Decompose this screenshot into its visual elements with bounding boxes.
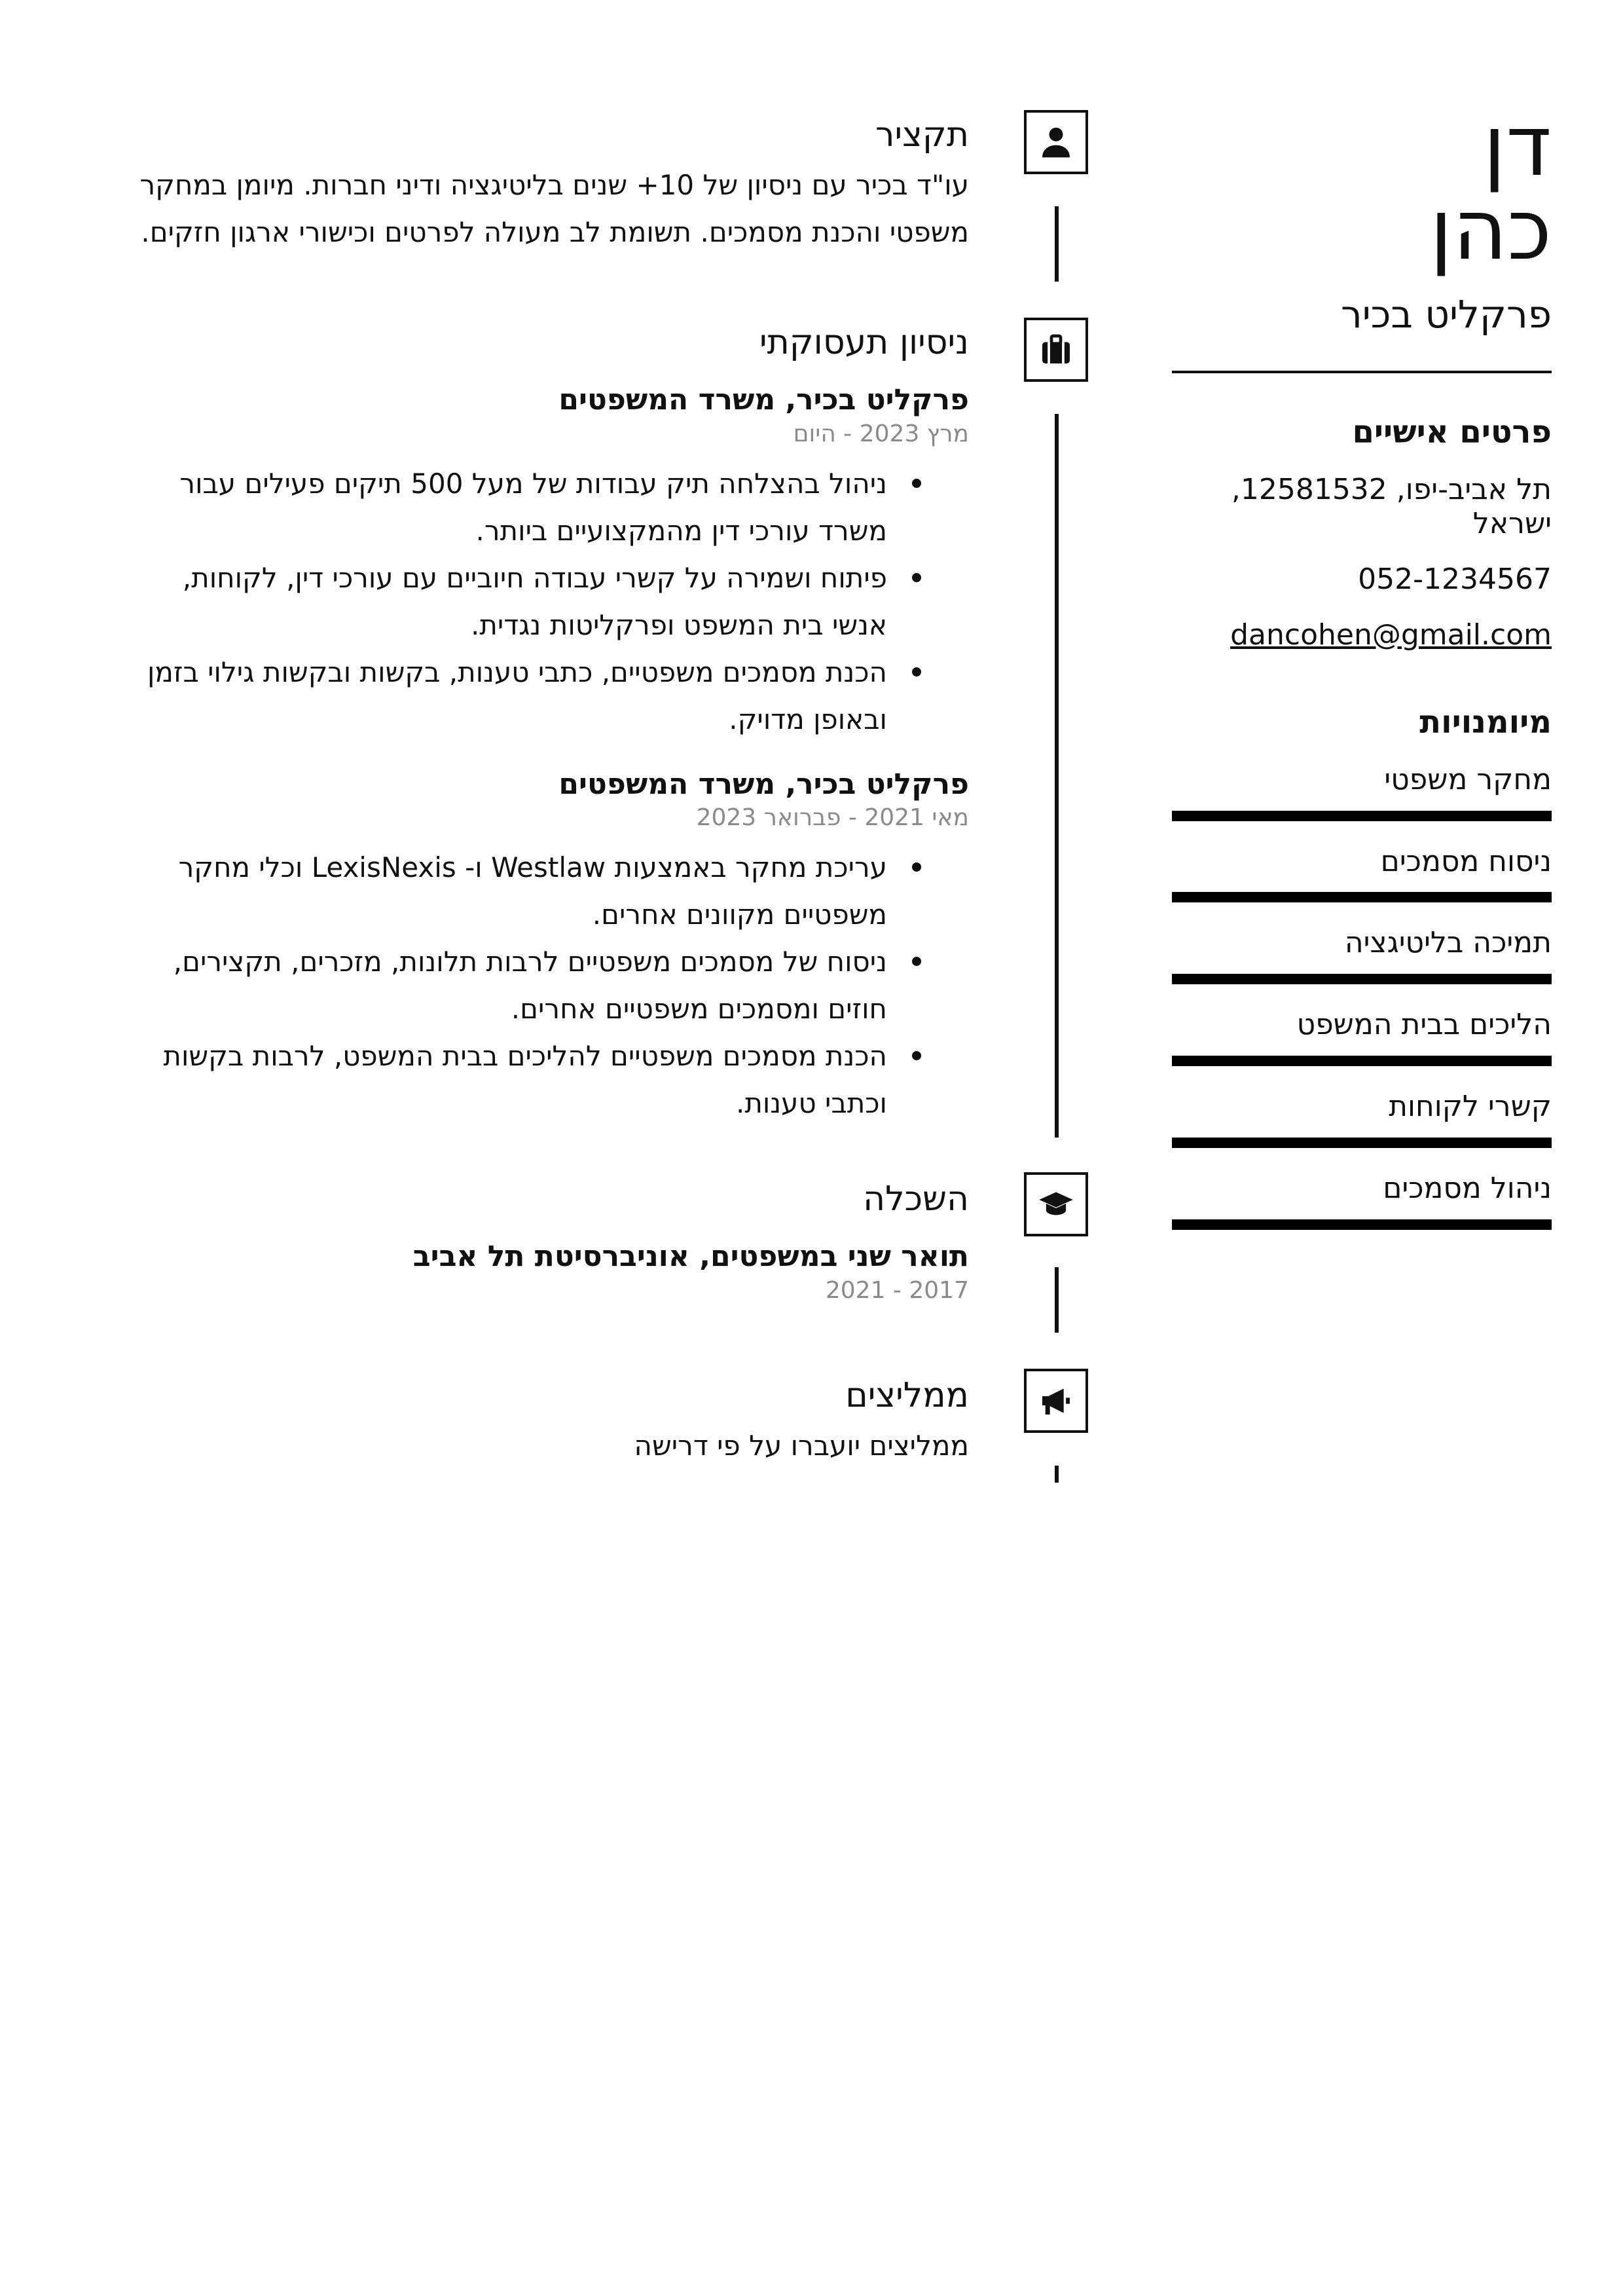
last-name: כהן [1429,181,1552,279]
summary-section [124,115,969,256]
job-bullet: הכנת מסמכים משפטיים, כתבי טענות, בקשות ובקשות גילוי בזמן ובאופן מדויק. [124,649,887,743]
candidate-name [1172,98,1552,279]
job-title: פרקליט בכיר [1340,292,1552,337]
sidebar-divider [1172,371,1552,373]
job-bullets [124,460,887,743]
briefcase-icon [1024,318,1088,382]
education-section [124,1179,969,1305]
skill-level-bar [1172,1056,1552,1066]
references-section [124,1375,969,1470]
skill-item [1172,926,1552,984]
job-entry-title: פרקליט בכיר, משרד המשפטים [558,383,969,417]
skill-item [1172,1090,1552,1148]
references-heading: ממליצים [845,1376,969,1415]
summary-heading: תקציר [875,115,969,155]
email-link[interactable]: dancohen@gmail.com [1230,618,1552,652]
education-entry [124,1238,969,1305]
timeline-line [1055,1466,1059,1483]
experience-heading: ניסיון תעסוקתי [759,323,969,362]
skills-list [1172,763,1552,1230]
job-entry [124,381,969,743]
skill-level-bar [1172,1219,1552,1230]
skill-item [1172,763,1552,821]
job-bullets [124,844,887,1127]
skill-label: קשרי לקוחות [1389,1089,1552,1123]
references-text: ממליצים יועברו על פי דרישה [634,1430,969,1462]
skill-level-bar [1172,974,1552,984]
job-entry-dates: מאי 2021 - פברואר 2023 [696,804,969,831]
skill-label: הליכים בבית המשפט [1296,1008,1552,1042]
timeline-line [1055,1267,1059,1333]
job-entry [124,766,969,1127]
timeline-line [1055,414,1059,1138]
skill-label: ניהול מסמכים [1383,1171,1552,1205]
skills-heading: מיומנויות [1419,703,1552,741]
person-icon [1024,110,1088,174]
job-bullet: ניסוח של מסמכים משפטיים לרבות תלונות, מזכרים, תקצירים, חוזים ומסמכים משפטיים אחרים. [124,938,887,1033]
skill-level-bar [1172,892,1552,902]
sidebar [1172,98,1552,1253]
skill-label: תמיכה בליטיגציה [1344,926,1552,960]
graduation-cap-icon [1024,1172,1088,1236]
skill-level-bar [1172,811,1552,821]
job-bullet: עריכת מחקר באמצעות Westlaw ו- LexisNexis וכלי מחקר משפטיים מקוונים אחרים. [124,844,887,938]
job-bullet: פיתוח ושמירה על קשרי עבודה חיוביים עם עורכי דין, לקוחות, אנשי בית המשפט ופרקליטות נגדית. [124,555,887,649]
skill-label: מחקר משפטי [1384,762,1552,796]
job-entry-dates: מרץ 2023 - היום [793,420,969,447]
skill-label: ניסוח מסמכים [1380,844,1552,878]
timeline-line [1055,206,1059,282]
job-entry-title: פרקליט בכיר, משרד המשפטים [558,767,969,801]
skill-item [1172,1008,1552,1066]
address-text: תל אביב-יפו, 12581532, ישראל [1231,472,1552,541]
first-name: דן [1483,98,1552,195]
personal-details-heading: פרטים אישיים [1352,413,1552,451]
job-bullet: הכנת מסמכים משפטיים להליכים בבית המשפט, לרבות בקשות וכתבי טענות. [124,1033,887,1127]
degree-title: תואר שני במשפטים, אוניברסיטת תל אביב [412,1240,969,1274]
skill-item [1172,845,1552,903]
job-bullet: ניהול בהצלחה תיק עבודות של מעל 500 תיקים פעילים עבור משרד עורכי דין מהמקצועיים ביותר. [124,460,887,555]
phone-text: 052-1234567 [1358,563,1552,597]
skill-item [1172,1172,1552,1230]
megaphone-icon [1024,1369,1088,1433]
skill-level-bar [1172,1138,1552,1148]
summary-text: עו"ד בכיר עם ניסיון של 10+ שנים בליטיגציה ודיני חברות. מיומן במחקר משפטי והכנת מסמכים. תשומת לב מעולה לפרטים וכישורי ארגון חזקים. [139,169,969,249]
degree-dates: 2017 - 2021 [825,1276,969,1304]
experience-section [124,322,969,1127]
education-heading: השכלה [863,1179,969,1219]
